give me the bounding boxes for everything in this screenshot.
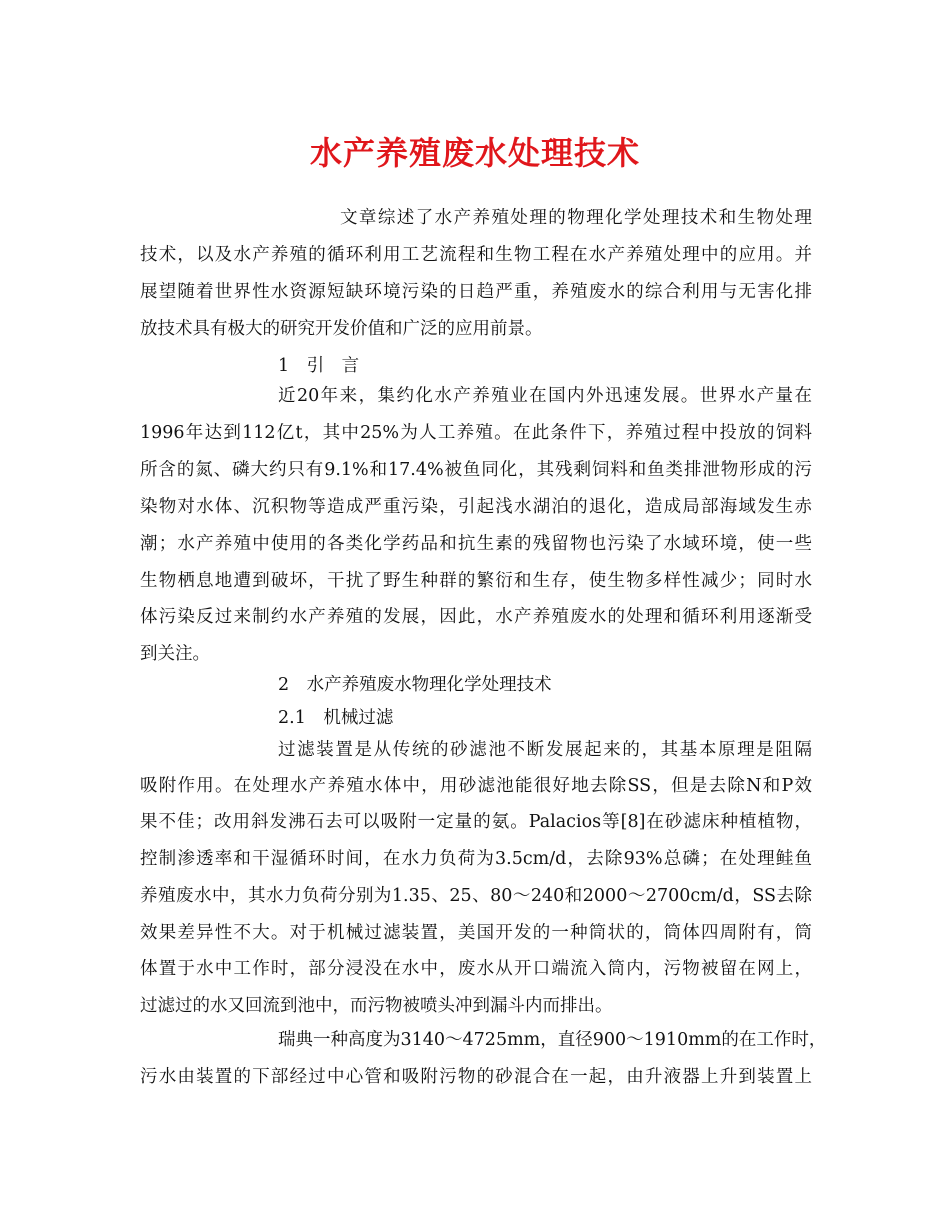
abstract-line: 文章综述了水产养殖处理的物理化学处理技术和生物处理	[340, 208, 812, 228]
abstract-line: 技术，以及水产养殖的循环利用工艺流程和生物工程在水产养殖处理中的应用。并	[140, 245, 812, 265]
paragraph-line: 生物栖息地遭到破坏，干扰了野生种群的繁衍和生存，使生物多样性减少；同时水	[140, 571, 812, 591]
subsection-heading: 2.1 机械过滤	[278, 708, 394, 728]
paragraph-line: 到关注。	[140, 644, 210, 664]
paragraph-line: 果不佳；改用斜发沸石去可以吸附一定量的氨。Palacios等[8]在砂滤床种植植物，	[140, 812, 812, 832]
paragraph-line: 潮；水产养殖中使用的各类化学药品和抗生素的残留物也污染了水域环境，使一些	[140, 534, 812, 554]
section-heading: 1 引 言	[278, 356, 360, 376]
paragraph-line: 1996年达到112亿t，其中25%为人工养殖。在此条件下，养殖过程中投放的饲料	[140, 423, 812, 443]
paragraph-line: 吸附作用。在处理水产养殖水体中，用砂滤池能很好地去除SS，但是去除N和P效	[140, 776, 812, 796]
paragraph-line: 所含的氮、磷大约只有9.1%和17.4%被鱼同化，其残剩饲料和鱼类排泄物形成的污	[140, 460, 812, 480]
abstract-line: 放技术具有极大的研究开发价值和广泛的应用前景。	[140, 319, 543, 339]
paragraph-line: 效果差异性不大。对于机械过滤装置，美国开发的一种筒状的，筒体四周附有，筒	[140, 923, 812, 943]
section-heading: 2 水产养殖废水物理化学处理技术	[278, 675, 552, 695]
paragraph-line: 过滤装置是从传统的砂滤池不断发展起来的，其基本原理是阻隔	[278, 740, 812, 760]
paragraph-line: 污水由装置的下部经过中心管和吸附污物的砂混合在一起，由升液器上升到装置上	[140, 1067, 812, 1087]
document-title: 水产养殖废水处理技术	[309, 134, 640, 172]
paragraph-line: 体污染反过来制约水产养殖的发展，因此，水产养殖废水的处理和循环利用逐渐受	[140, 607, 812, 627]
paragraph-line: 控制渗透率和干湿循环时间，在水力负荷为3.5cm/d，去除93%总磷；在处理鲑鱼	[140, 849, 812, 869]
paragraph-line: 染物对水体、沉积物等造成严重污染，引起浅水湖泊的退化，造成局部海域发生赤	[140, 497, 812, 517]
paragraph-line: 过滤过的水又回流到池中，而污物被喷头冲到漏斗内而排出。	[140, 996, 613, 1016]
paragraph-line: 近20年来，集约化水产养殖业在国内外迅速发展。世界水产量在	[278, 386, 812, 406]
paragraph-line: 瑞典一种高度为3140～4725mm，直径900～1910mm的在工作时，	[278, 1030, 827, 1050]
abstract-line: 展望随着世界性水资源短缺环境污染的日趋严重，养殖废水的综合利用与无害化排	[140, 282, 812, 302]
paragraph-line: 养殖废水中，其水力负荷分别为1.35、25、80～240和2000～2700cm/d，SS去除	[140, 886, 812, 906]
paragraph-line: 体置于水中工作时，部分浸没在水中，废水从开口端流入筒内，污物被留在网上，	[140, 959, 812, 979]
